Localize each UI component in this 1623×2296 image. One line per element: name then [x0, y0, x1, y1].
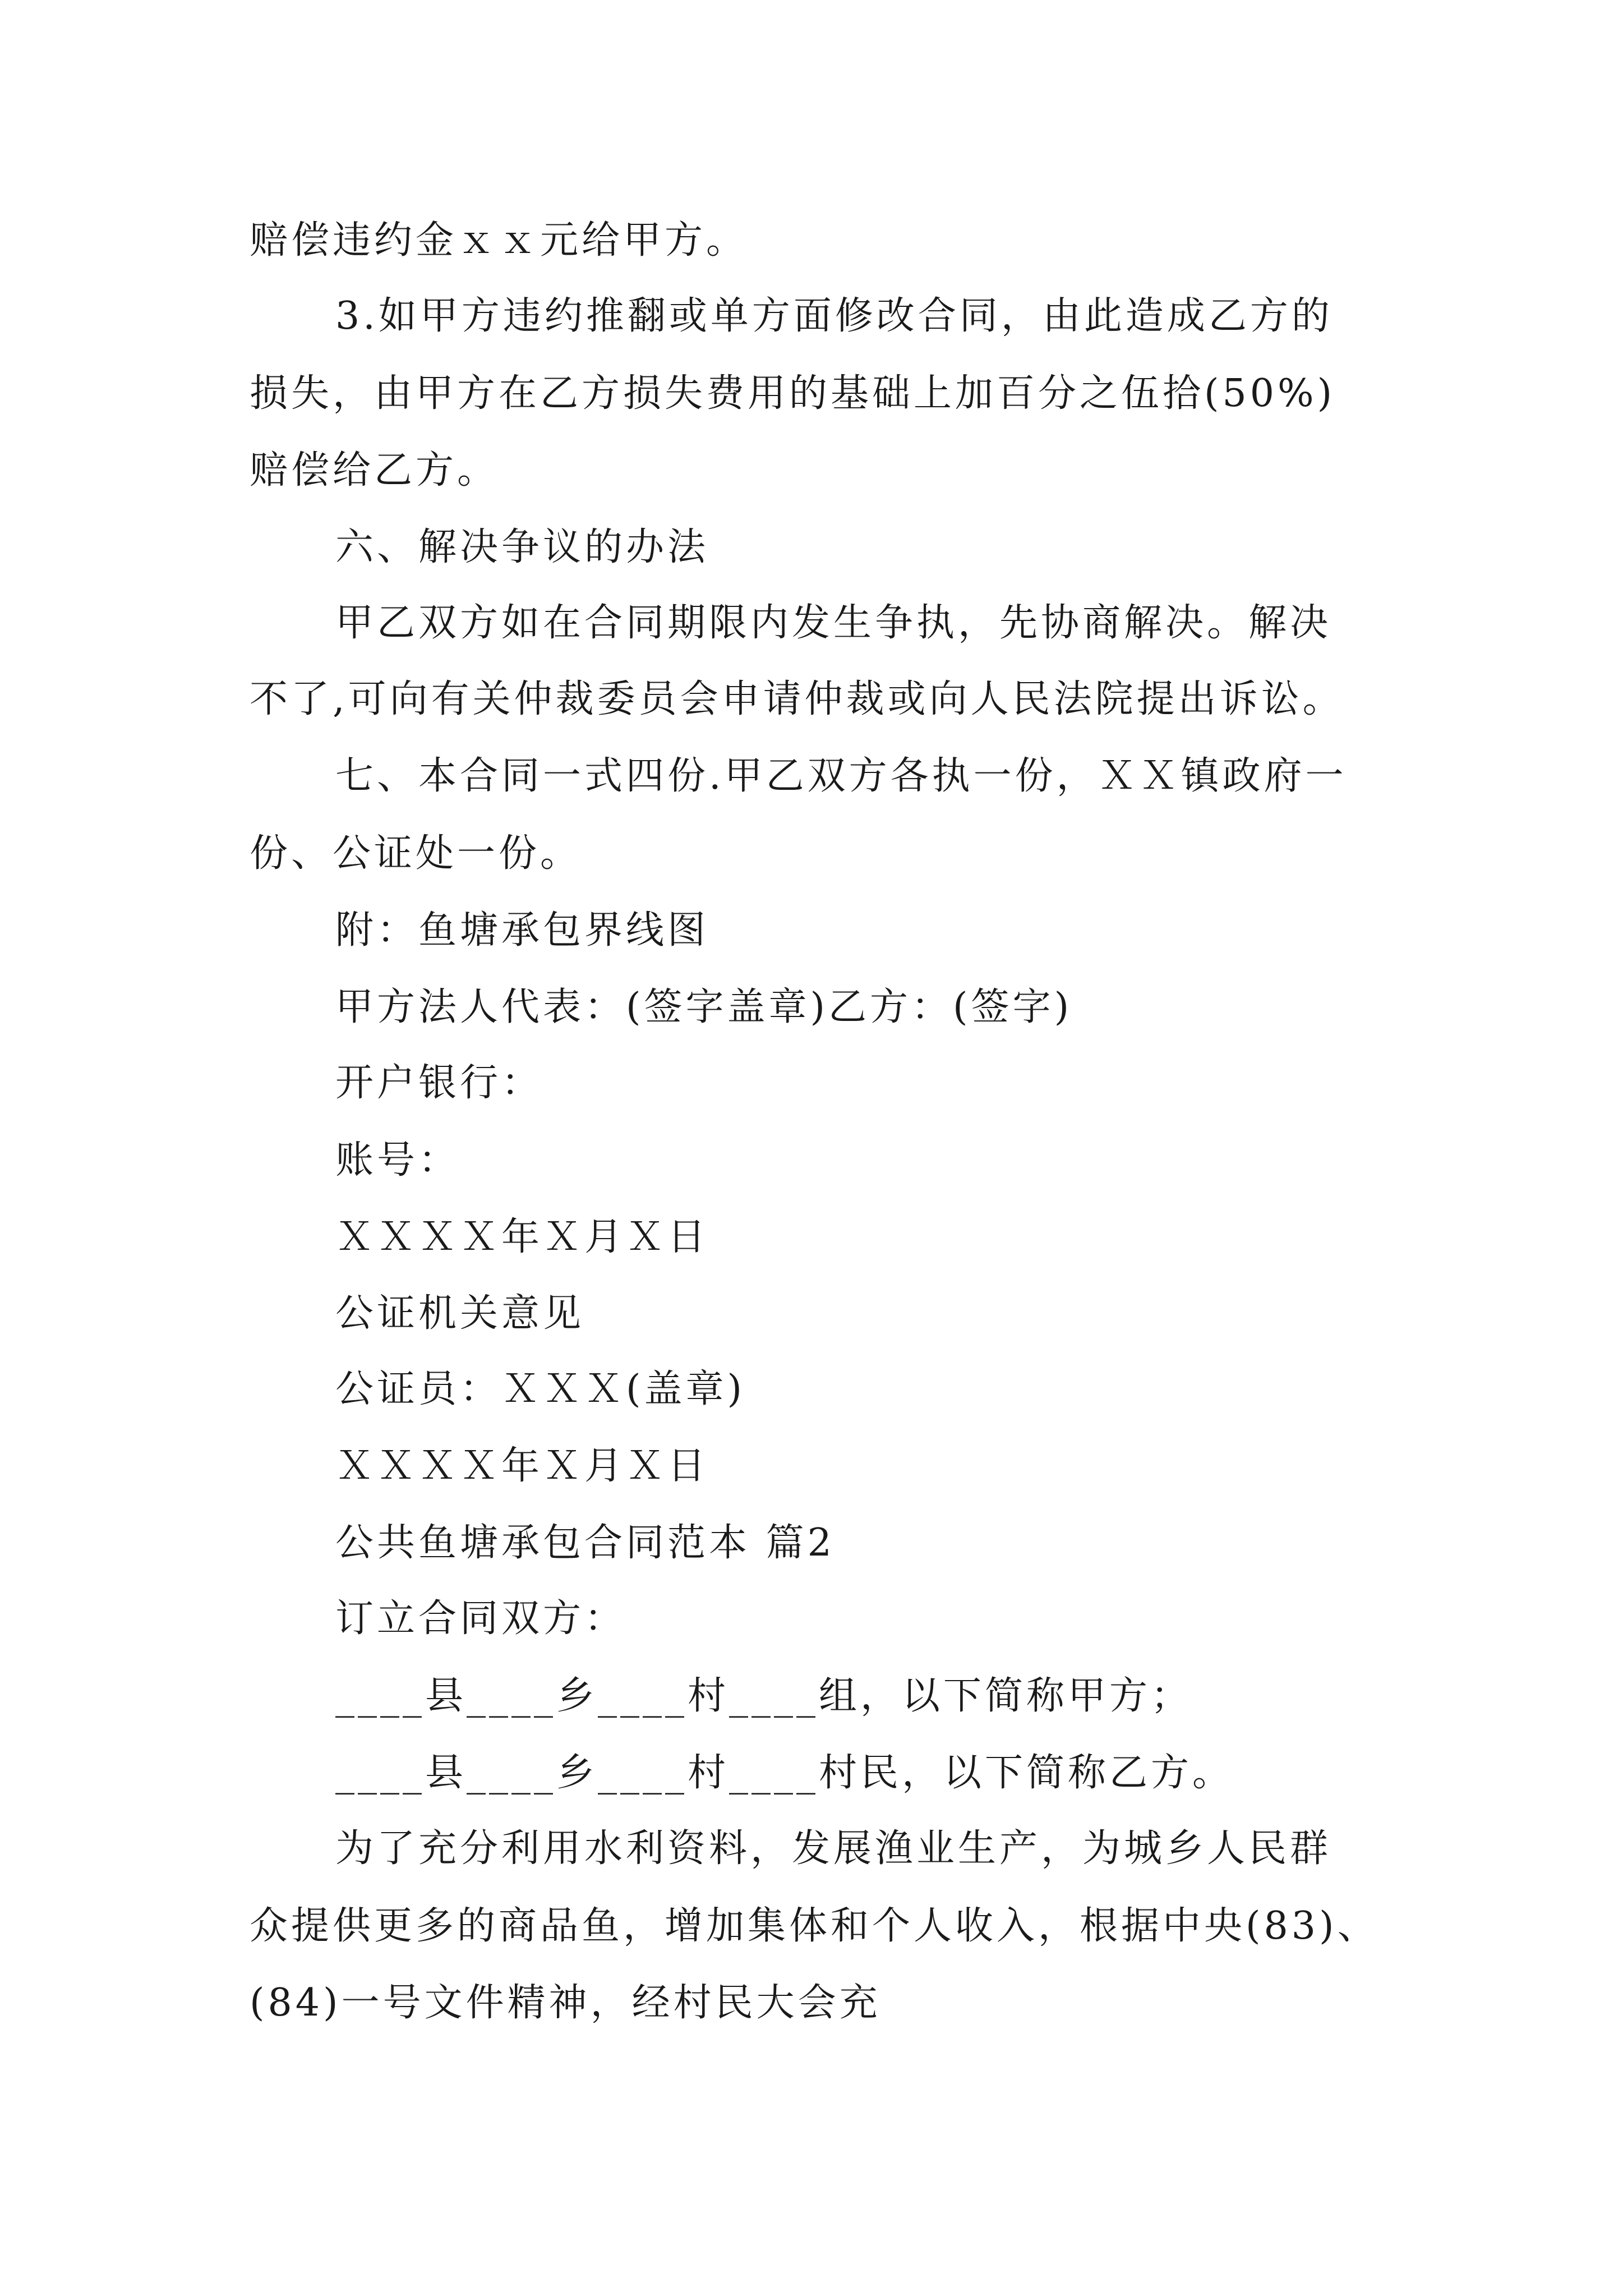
text-line: 账号：	[335, 1138, 460, 1182]
date-line: ＸＸＸＸ年Ｘ月Ｘ日	[335, 1215, 709, 1259]
date-line: ＸＸＸＸ年Ｘ月Ｘ日	[335, 1444, 709, 1488]
text-line: 不了,可向有关仲裁委员会申请仲裁或向人民法院提出诉讼。	[250, 677, 1344, 721]
text-line: 公证员：ＸＸＸ(盖章)	[335, 1367, 746, 1411]
section-heading: 六、解决争议的办法	[335, 525, 709, 569]
text-line: (84)一号文件精神，经村民大会充	[250, 1981, 881, 2025]
text-line: 公证机关意见	[335, 1291, 585, 1336]
text-line: 损失，由甲方在乙方损失费用的基础上加百分之伍拾(50%)	[250, 371, 1336, 416]
text-line: 甲方法人代表：(签字盖章)乙方：(签字)	[335, 985, 1073, 1029]
text-line: 订立合同双方：	[335, 1596, 626, 1641]
party-a-line: ____县____乡____村____组，以下简称甲方；	[335, 1674, 1193, 1718]
party-b-line: ____县____乡____村____村民，以下简称乙方。	[335, 1751, 1234, 1795]
text-line: 开户银行：	[335, 1061, 543, 1105]
text-line: 甲乙双方如在合同期限内发生争执，先协商解决。解决	[335, 601, 1332, 645]
text-line: 3.如甲方违约推翻或单方面修改合同，由此造成乙方的	[335, 294, 1333, 338]
text-line: 七、本合同一式四份.甲乙双方各执一份，ＸＸ镇政府一	[335, 754, 1347, 798]
text-line: 赔偿违约金ｘｘ元给甲方。	[250, 218, 748, 263]
section-title: 公共鱼塘承包合同范本 篇2	[335, 1521, 835, 1565]
text-line: 为了充分利用水利资料，发展渔业生产，为城乡人民群	[335, 1826, 1332, 1871]
text-line: 众提供更多的商品鱼，增加集体和个人收入，根据中央(83)、	[250, 1904, 1379, 1948]
text-line: 附：鱼塘承包界线图	[335, 908, 709, 953]
text-line: 赔偿给乙方。	[250, 448, 499, 493]
text-line: 份、公证处一份。	[250, 831, 582, 876]
